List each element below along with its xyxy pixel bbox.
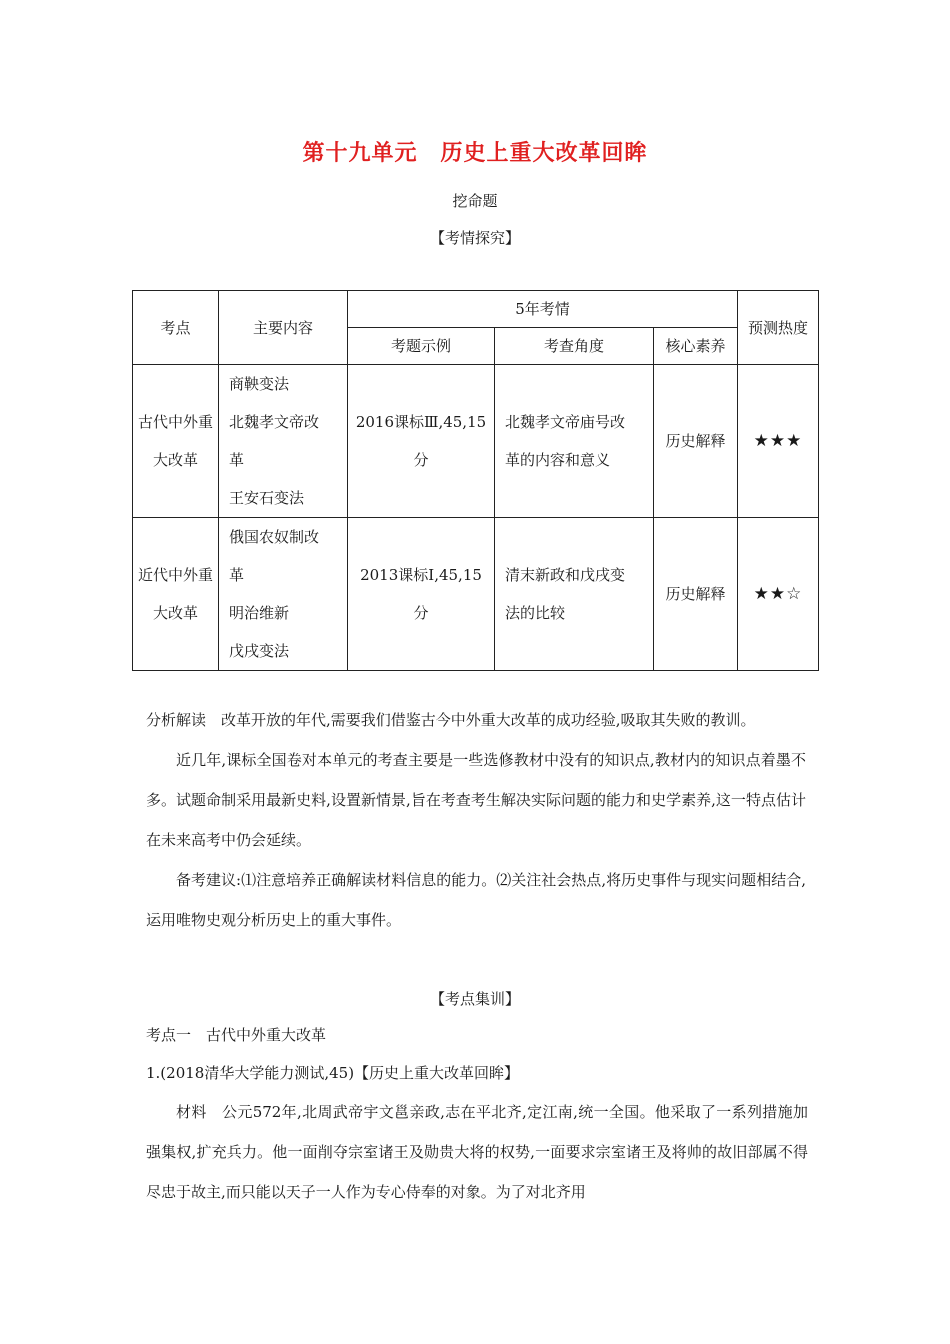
cell-forecast: ★★☆: [738, 518, 819, 671]
header-five-year: 5年考情: [348, 291, 738, 328]
cell-angle: 北魏孝文帝庙号改 革的内容和意义: [495, 365, 654, 518]
header-example: 考题示例: [348, 328, 495, 365]
section-heading-practice: 【考点集训】: [429, 990, 520, 1008]
cell-point: 近代中外重 大改革: [133, 518, 219, 671]
cell-example: 2016课标Ⅲ,45,15 分: [348, 365, 495, 518]
question-heading: 1.(2018清华大学能力测试,45)【历史上重大改革回眸】: [146, 1064, 520, 1082]
analysis-paragraph-3: 备考建议:⑴注意培养正确解读材料信息的能力。⑵关注社会热点,将历史事件与现实问题相结合,运用唯物史观分析历史上的重大事件。: [146, 871, 806, 929]
header-forecast: 预测热度: [738, 291, 819, 365]
table-header-row: [133, 291, 819, 328]
subtitle: 挖命题: [452, 192, 498, 210]
material-text: [146, 1092, 808, 1212]
cell-example: 2013课标Ⅰ,45,15 分: [348, 518, 495, 671]
unit-title: 第十九单元 历史上重大改革回眸: [302, 141, 648, 166]
header-literacy: 核心素养: [654, 328, 738, 365]
analysis-text: [146, 700, 806, 940]
cell-literacy: 历史解释: [654, 518, 738, 671]
header-point: 考点: [133, 291, 219, 365]
cell-literacy: 历史解释: [654, 365, 738, 518]
section-heading-exam-analysis: 【考情探究】: [429, 229, 520, 247]
exam-analysis-table: [132, 290, 819, 671]
table-row: [133, 365, 819, 518]
header-angle: 考查角度: [495, 328, 654, 365]
cell-content: 商鞅变法 北魏孝文帝改 革 王安石变法: [219, 365, 348, 518]
analysis-paragraph-1: 分析解读 改革开放的年代,需要我们借鉴古今中外重大改革的成功经验,吸取其失败的教训。: [146, 711, 756, 729]
material-paragraph: 材料 公元572年,北周武帝宇文邕亲政,志在平北齐,定江南,统一全国。他采取了一系列措施加强集权,扩充兵力。他一面削夺宗室诸王及勋贵大将的权势,一面要求宗室诸王及将帅的故旧部属不得尽忠于故主,而只能以天子一人作为专心侍奉的对象。为了对北齐用: [146, 1103, 808, 1201]
analysis-paragraph-2: 近几年,课标全国卷对本单元的考查主要是一些选修教材中没有的知识点,教材内的知识点着墨不多。试题命制采用最新史料,设置新情景,旨在考查考生解决实际问题的能力和史学素养,这一特点估计在未来高考中仍会延续。: [146, 751, 806, 849]
table-row: [133, 518, 819, 671]
cell-content: 俄国农奴制改 革 明治维新 戊戌变法: [219, 518, 348, 671]
cell-angle: 清末新政和戊戌变 法的比较: [495, 518, 654, 671]
cell-forecast: ★★★: [738, 365, 819, 518]
header-content: 主要内容: [219, 291, 348, 365]
cell-point: 古代中外重 大改革: [133, 365, 219, 518]
exam-point-heading: 考点一 古代中外重大改革: [146, 1026, 327, 1044]
